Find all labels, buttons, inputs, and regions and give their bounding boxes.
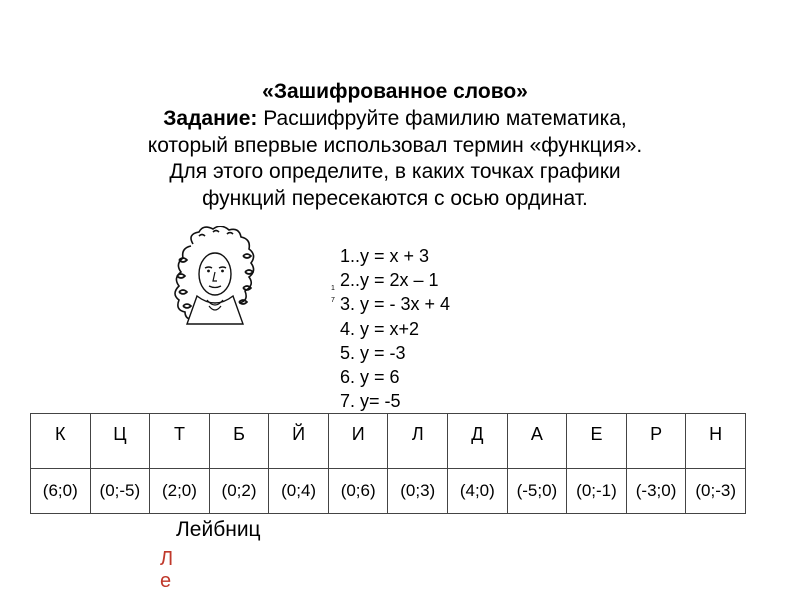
function-item: 1..у = х + 3 bbox=[340, 246, 430, 266]
slide-title: «Зашифрованное слово» bbox=[262, 80, 528, 103]
letter-cell: Т bbox=[150, 414, 210, 469]
function-item: 7. у= -5 bbox=[340, 391, 401, 412]
leibniz-portrait-image bbox=[163, 226, 266, 326]
coord-cell: (0;2) bbox=[209, 469, 269, 514]
coord-cell: (6;0) bbox=[31, 469, 91, 514]
coord-cell: (0;-3) bbox=[686, 469, 746, 514]
letter-cell: Е bbox=[567, 414, 627, 469]
function-item: 4. у = х+2 bbox=[340, 318, 420, 339]
coord-cell: (0;3) bbox=[388, 469, 448, 514]
small-mark: 7 bbox=[331, 297, 335, 304]
coord-cell: (0;4) bbox=[269, 469, 329, 514]
letter-cell: Д bbox=[448, 414, 508, 469]
coord-cell: (-3;0) bbox=[626, 469, 686, 514]
function-item: 2..у = 2х – 1 bbox=[340, 270, 439, 291]
letter-cell: Р bbox=[626, 414, 686, 469]
coord-cell: (4;0) bbox=[448, 469, 508, 514]
function-item: 3. у = - 3х + 4 bbox=[340, 294, 451, 315]
task-line-4: функций пересекаются с осью ординат. bbox=[202, 186, 588, 210]
task-line-1: Задание: Расшифруйте фамилию математика, bbox=[163, 107, 627, 130]
function-item: 5. у = -3 bbox=[340, 342, 406, 363]
coord-cell: (0;-5) bbox=[90, 469, 150, 514]
task-label: Задание: bbox=[163, 107, 258, 130]
task-text bbox=[0, 106, 790, 212]
letters-row bbox=[31, 414, 746, 469]
coord-cell: (0;-1) bbox=[567, 469, 627, 514]
letter-cell: И bbox=[328, 414, 388, 469]
function-item: 6. у = 6 bbox=[340, 367, 400, 388]
function-list bbox=[340, 244, 450, 413]
coord-cell: (0;6) bbox=[328, 469, 388, 514]
letter-cell: Б bbox=[209, 414, 269, 469]
cipher-table bbox=[30, 413, 746, 514]
coord-cell: (2;0) bbox=[150, 469, 210, 514]
answer-text: Лейбниц bbox=[176, 518, 261, 541]
letter-cell: Н bbox=[686, 414, 746, 469]
coords-row bbox=[31, 469, 746, 514]
answer-reveal-text: Ле bbox=[160, 548, 174, 592]
task-line-3: Для этого определите, в каких точках графики bbox=[169, 160, 621, 183]
letter-cell: Ц bbox=[90, 414, 150, 469]
coord-cell: (-5;0) bbox=[507, 469, 567, 514]
small-mark: 1 bbox=[331, 285, 335, 292]
letter-cell: Й bbox=[269, 414, 329, 469]
task-line-2: который впервые использовал термин «функция». bbox=[147, 133, 643, 157]
letter-cell: Л bbox=[388, 414, 448, 469]
letter-cell: А bbox=[507, 414, 567, 469]
letter-cell: К bbox=[31, 414, 91, 469]
